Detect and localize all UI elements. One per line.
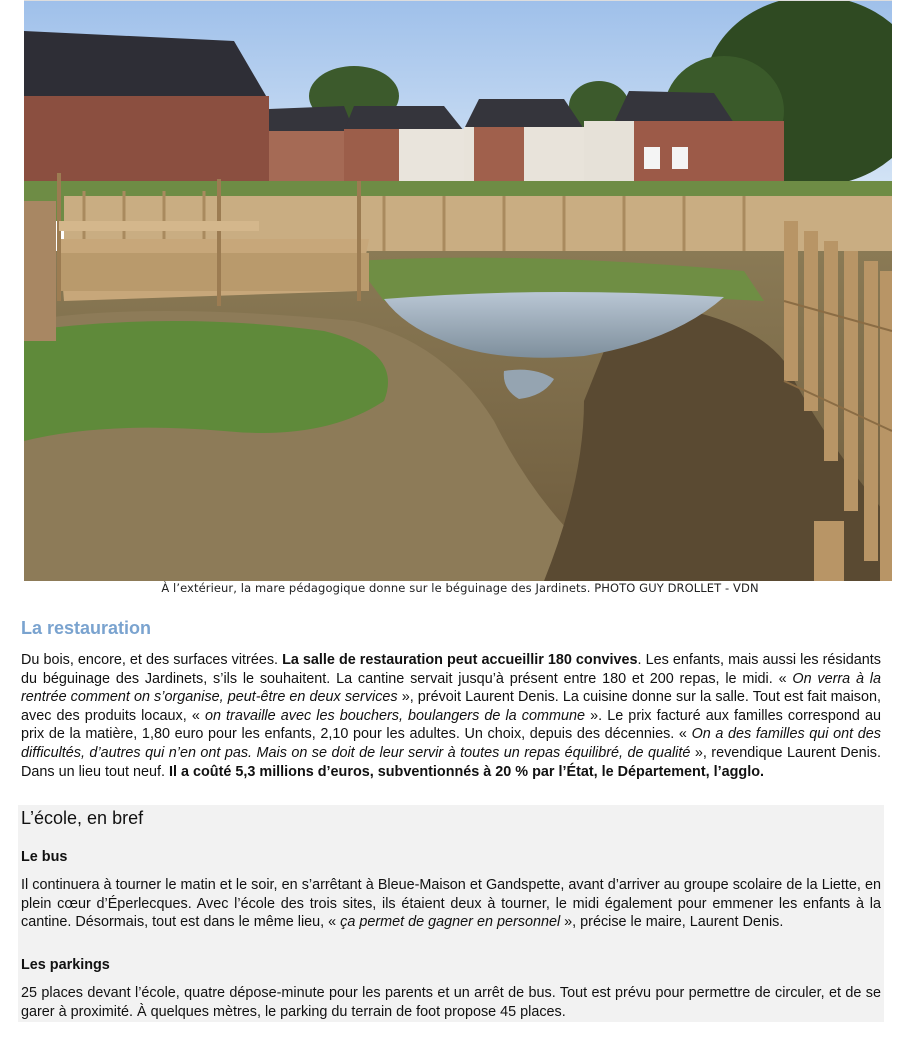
restauration-paragraph: [21, 651, 881, 781]
parking-subheading: Les parkings: [21, 957, 110, 973]
info-box-title: L’école, en bref: [21, 808, 144, 828]
text-run: Il continuera à tourner le matin et le soir, en s’arrêtant à Bleue-Maison et Gandspette, avant d’arriver au groupe scolaire de la Liette, en plein cœur d’Éperlecques. Avec l’école des trois sites, ils étaient deux à tourner, le midi également pour emmener les enfants à la cantine. Désormais, tout est dans le même lieu, «: [21, 877, 881, 931]
parking-paragraph: 25 places devant l’école, quatre dépose-minute pour les parents et un arrêt de bus. Tout est prévu pour permettre de circuler, et de se garer à proximité. À quelques mètres, le parking du terrain de foot propose 45 places.: [21, 985, 881, 1020]
text-run: . Les enfants, mais aussi les résidants du béguinage des Jardinets, s’ils le souhaitent. La cantine servait jusqu’à présent entre 180 et 200 repas, le midi. «: [21, 652, 881, 687]
italic-run: ça permet de gagner en personnel: [340, 914, 561, 931]
bold-run: Il a coûté 5,3 millions d’euros, subventionnés à 20 % par l’État, le Département, l’agglo.: [169, 763, 764, 780]
text-run: Du bois, encore, et des surfaces vitrées.: [21, 652, 283, 668]
bus-paragraph: [21, 876, 881, 932]
article-photo: [24, 0, 892, 581]
text-run: », revendique Laurent Denis. Dans un lieu tout neuf.: [21, 744, 881, 780]
italic-run: On verra à la rentrée comment on s’organise, peut-être en deux services: [21, 670, 882, 706]
bus-subheading: Le bus: [21, 849, 68, 865]
text-run: ». Le prix facturé aux familles correspond au prix de la matière, 1,80 euro pour les enfants, 2,10 pour les adultes. Un choix, depuis des décennies. «: [21, 707, 882, 743]
bold-run: La salle de restauration peut accueillir 180 convives: [282, 652, 638, 668]
pond-photo-illustration: [24, 1, 892, 581]
text-run: », précise le maire, Laurent Denis.: [560, 914, 784, 931]
photo-caption: À l’extérieur, la mare pédagogique donne sur le béguinage des Jardinets. PHOTO GUY DROLLET - VDN: [161, 581, 759, 595]
italic-run: on travaille avec les bouchers, boulangers de la commune: [204, 707, 585, 724]
section-heading: La restauration: [21, 618, 152, 638]
italic-run: On a des familles qui ont des difficultés, d’autres qui n’en ont pas. Mais on se doit de leur servir à toutes un repas équilibré, de qualité: [21, 726, 881, 761]
text-run: », prévoit Laurent Denis. La cuisine donne sur la salle. Tout est fait maison, avec des produits locaux, «: [21, 689, 882, 724]
